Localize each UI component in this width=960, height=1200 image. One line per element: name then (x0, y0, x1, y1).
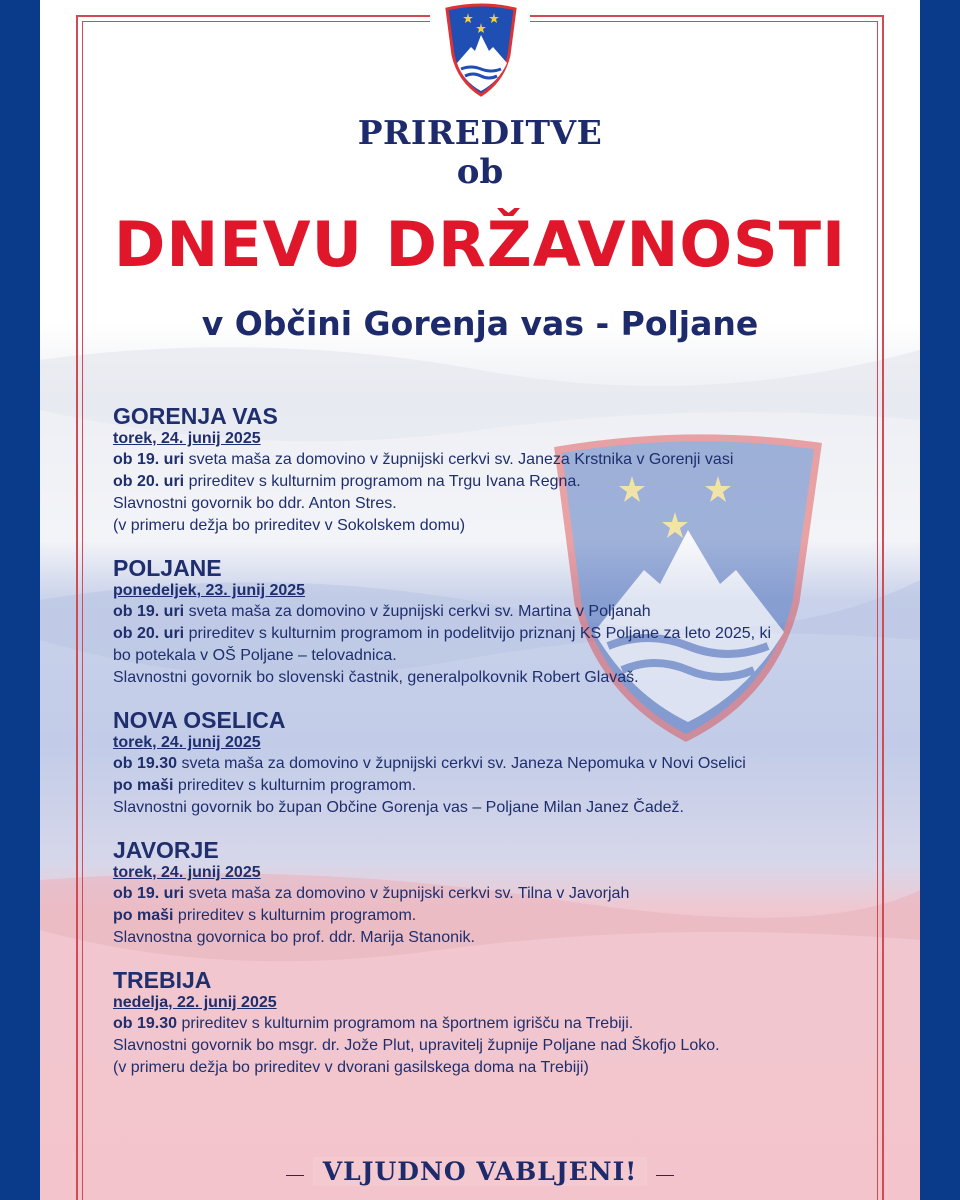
event-line: (v primeru dežja bo prireditev v Sokolskem domu) (113, 517, 466, 534)
event-line: ob 19. uri sveta maša za domovino v župnijski cerkvi sv. Janeza Krstnika v Gorenji vasi (113, 451, 734, 468)
event-trebija (113, 967, 848, 1079)
title-line-1: PRIREDITVE (357, 113, 603, 152)
event-place: TREBIJA (113, 967, 212, 993)
event-line: ob 20. uri prireditev s kulturnim programom na Trgu Ivana Regna. (113, 473, 581, 490)
event-list (113, 403, 848, 1097)
event-place: JAVORJE (113, 837, 219, 863)
event-line: ob 20. uri prireditev s kulturnim programom in podelitvijo priznanj KS Poljane za leto 2025, ki (113, 625, 772, 642)
event-line: Slavnostni govornik bo slovenski častnik, generalpolkovnik Robert Glavaš. (113, 669, 639, 686)
event-line: ob 19.30 sveta maša za domovino v župnijski cerkvi sv. Janeza Nepomuka v Novi Oselici (113, 755, 746, 772)
event-line: po maši prireditev s kulturnim programom. (113, 907, 417, 924)
event-line: ob 19. uri sveta maša za domovino v župnijski cerkvi sv. Tilna v Javorjah (113, 885, 630, 902)
event-date: torek, 24. junij 2025 (113, 430, 261, 447)
event-date: torek, 24. junij 2025 (113, 864, 261, 881)
event-date: ponedeljek, 23. junij 2025 (113, 582, 306, 599)
event-line: Slavnostni govornik bo župan Občine Gorenja vas – Poljane Milan Janez Čadež. (113, 799, 684, 816)
event-date: torek, 24. junij 2025 (113, 734, 261, 751)
event-line: Slavnostna govornica bo prof. ddr. Marija Stanonik. (113, 929, 475, 946)
subtitle: v Občini Gorenja vas - Poljane (201, 304, 759, 343)
footer-invitation (0, 1157, 960, 1186)
event-line: Slavnostni govornik bo ddr. Anton Stres. (113, 495, 397, 512)
event-line: ob 19. uri sveta maša za domovino v župnijski cerkvi sv. Martina v Poljanah (113, 603, 651, 620)
title-line-2: ob (456, 152, 504, 192)
event-line: Slavnostni govornik bo msgr. dr. Jože Plut, upravitelj župnije Poljane nad Škofjo Loko. (113, 1037, 720, 1054)
event-line: ob 19.30 prireditev s kulturnim programom na športnem igrišču na Trebiji. (113, 1015, 634, 1032)
footer-text: VLJUDNO VABLJENI! (313, 1157, 648, 1186)
event-place: GORENJA VAS (113, 403, 278, 429)
event-nova-oselica (113, 707, 848, 819)
event-place: NOVA OSELICA (113, 707, 286, 733)
event-line: (v primeru dežja bo prireditev v dvorani gasilskega doma na Trebiji) (113, 1059, 589, 1076)
main-title: DNEVU DRŽAVNOSTI (113, 208, 847, 281)
event-line: po maši prireditev s kulturnim programom. (113, 777, 417, 794)
event-date: nedelja, 22. junij 2025 (113, 994, 277, 1011)
event-line: bo potekala v OŠ Poljane – telovadnica. (113, 647, 397, 664)
event-poljane (113, 555, 848, 689)
event-javorje (113, 837, 848, 949)
coat-of-arms-icon (443, 3, 519, 99)
event-place: POLJANE (113, 555, 222, 581)
event-gorenja-vas (113, 403, 848, 537)
